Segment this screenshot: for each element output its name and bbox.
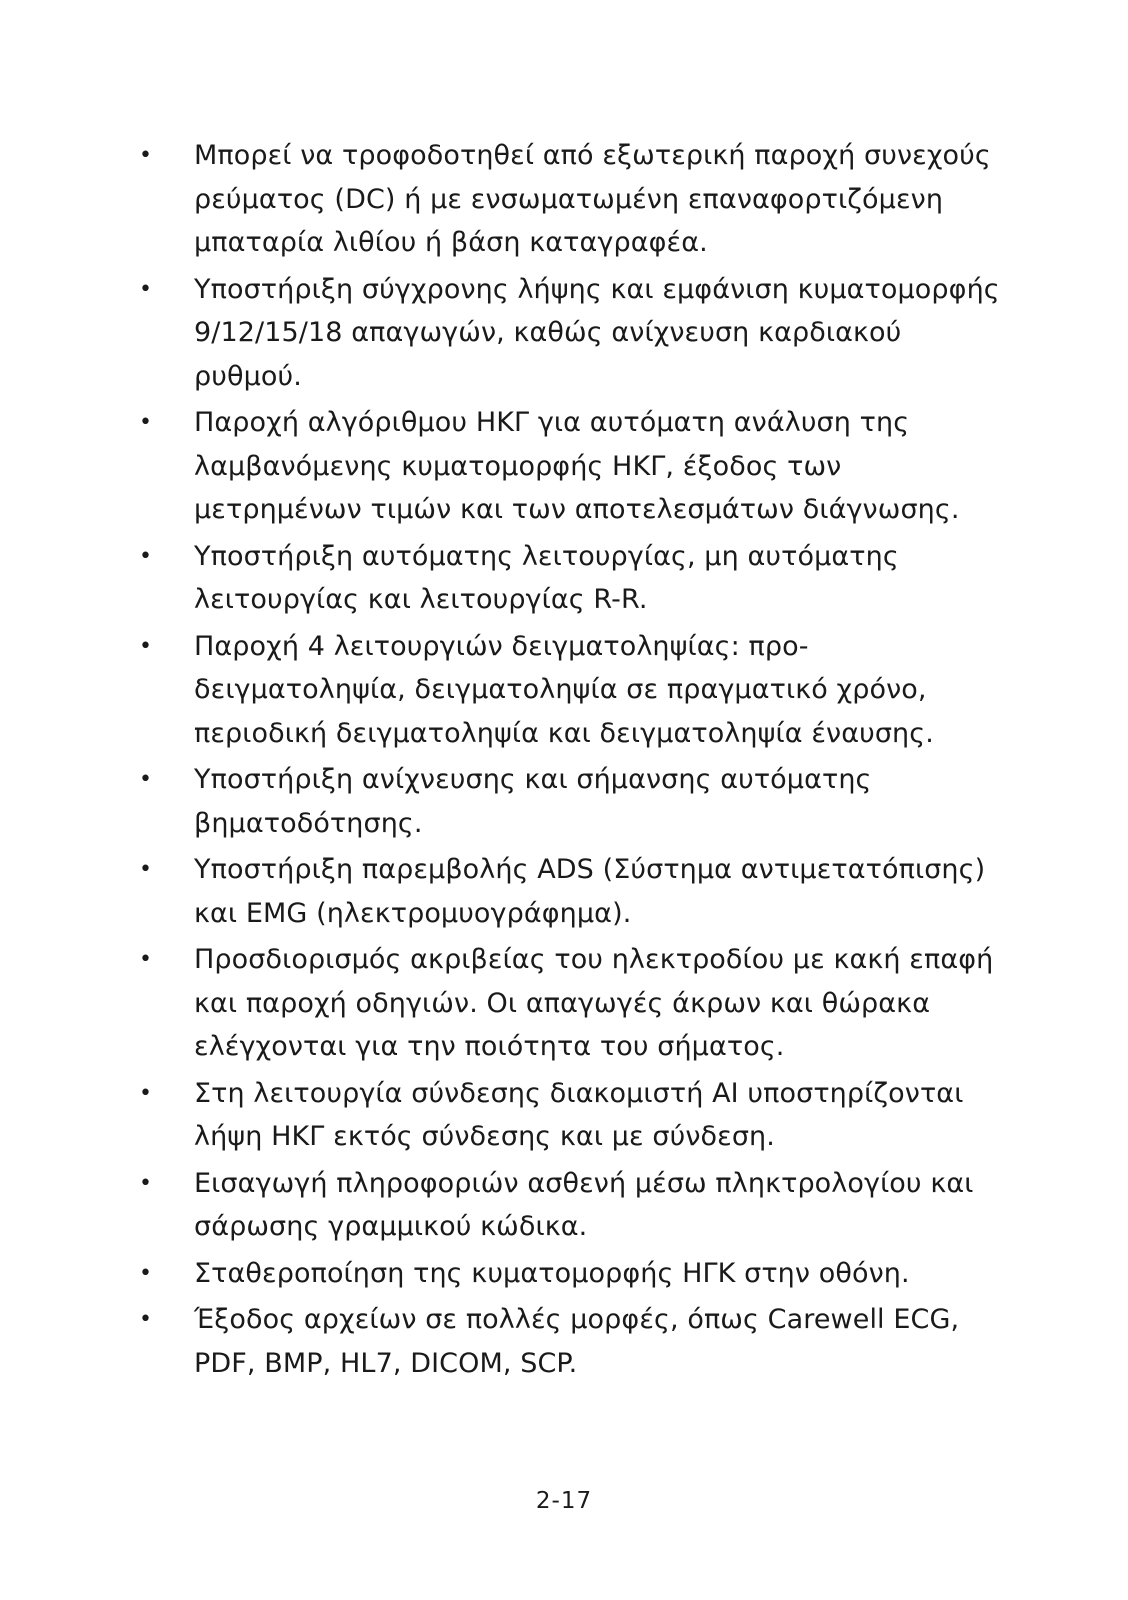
page-number: 2-17 xyxy=(535,1488,593,1514)
bullet-icon: • xyxy=(139,543,153,569)
list-item xyxy=(0,938,1128,1069)
bullet-icon: • xyxy=(139,1260,153,1286)
bullet-icon: • xyxy=(139,1307,153,1332)
list-item xyxy=(0,1162,1128,1249)
list-item xyxy=(0,535,1128,622)
bullet-icon: • xyxy=(139,857,153,882)
feature-list xyxy=(0,134,1128,1388)
list-item xyxy=(0,134,1128,265)
list-item xyxy=(0,848,1128,935)
bullet-icon: • xyxy=(139,143,153,168)
list-item-text: Παροχή αλγόριθμου ΗΚΓ για αυτόματη ανάλυση της λαμβανόμενης κυματομορφής ΗΚΓ, έξοδος των μετρημένων τιμών και των αποτελεσμάτων διάγνωσης. xyxy=(194,407,960,525)
list-item xyxy=(0,268,1128,399)
bullet-icon: • xyxy=(139,1170,153,1196)
bullet-icon: • xyxy=(139,947,153,972)
list-item xyxy=(0,758,1128,845)
list-item-text: Στη λειτουργία σύνδεσης διακομιστή AI υποστηρίζονται λήψη ΗΚΓ εκτός σύνδεσης και με σύνδεση. xyxy=(194,1077,964,1152)
list-item-text: Υποστήριξη αυτόματης λειτουργίας, μη αυτόματης λειτουργίας και λειτουργίας R-R. xyxy=(194,540,899,615)
bullet-icon: • xyxy=(139,276,153,302)
list-item-text: Εισαγωγή πληροφοριών ασθενή μέσω πληκτρολογίου και σάρωσης γραμμικού κώδικα. xyxy=(194,1167,974,1242)
list-item xyxy=(0,401,1128,532)
list-item-text: Προσδιορισμός ακριβείας του ηλεκτροδίου με κακή επαφή και παροχή οδηγιών. Οι απαγωγές άκρων και θώρακα ελέγχονται για την ποιότητα του σήματος. xyxy=(194,944,994,1062)
list-item xyxy=(0,1298,1128,1385)
list-item xyxy=(0,625,1128,756)
bullet-icon: • xyxy=(139,410,153,435)
list-item-text: Έξοδος αρχείων σε πολλές μορφές, όπως Carewell ECG, PDF, BMP, HL7, DICOM, SCP. xyxy=(194,1304,960,1379)
bullet-icon: • xyxy=(139,1080,153,1106)
list-item xyxy=(0,1072,1128,1159)
bullet-icon: • xyxy=(139,633,153,659)
list-item-text: Υποστήριξη ανίχνευσης και σήμανσης αυτόματης βηματοδότησης. xyxy=(194,764,872,839)
list-item xyxy=(0,1252,1128,1296)
bullet-icon: • xyxy=(139,767,153,792)
list-item-text: Υποστήριξη σύγχρονης λήψης και εμφάνιση κυματομορφής 9/12/15/18 απαγωγών, καθώς ανίχνευση καρδιακού ρυθμού. xyxy=(194,273,1000,392)
list-item-text: Σταθεροποίηση της κυματομορφής ΗΓΚ στην οθόνη. xyxy=(194,1257,910,1289)
list-item-text: Υποστήριξη παρεμβολής ADS (Σύστημα αντιμετατόπισης) και EMG (ηλεκτρομυογράφημα). xyxy=(194,854,986,929)
list-item-text: Παροχή 4 λειτουργιών δειγματοληψίας: προ-δειγματοληψία, δειγματοληψία σε πραγματικό χρόνο, περιοδική δειγματοληψία και δειγματοληψία έναυσης. xyxy=(194,630,934,749)
list-item-text: Μπορεί να τροφοδοτηθεί από εξωτερική παροχή συνεχούς ρεύματος (DC) ή με ενσωματωμένη επαναφορτιζόμενη μπαταρία λιθίου ή βάση καταγραφέα. xyxy=(194,140,991,258)
